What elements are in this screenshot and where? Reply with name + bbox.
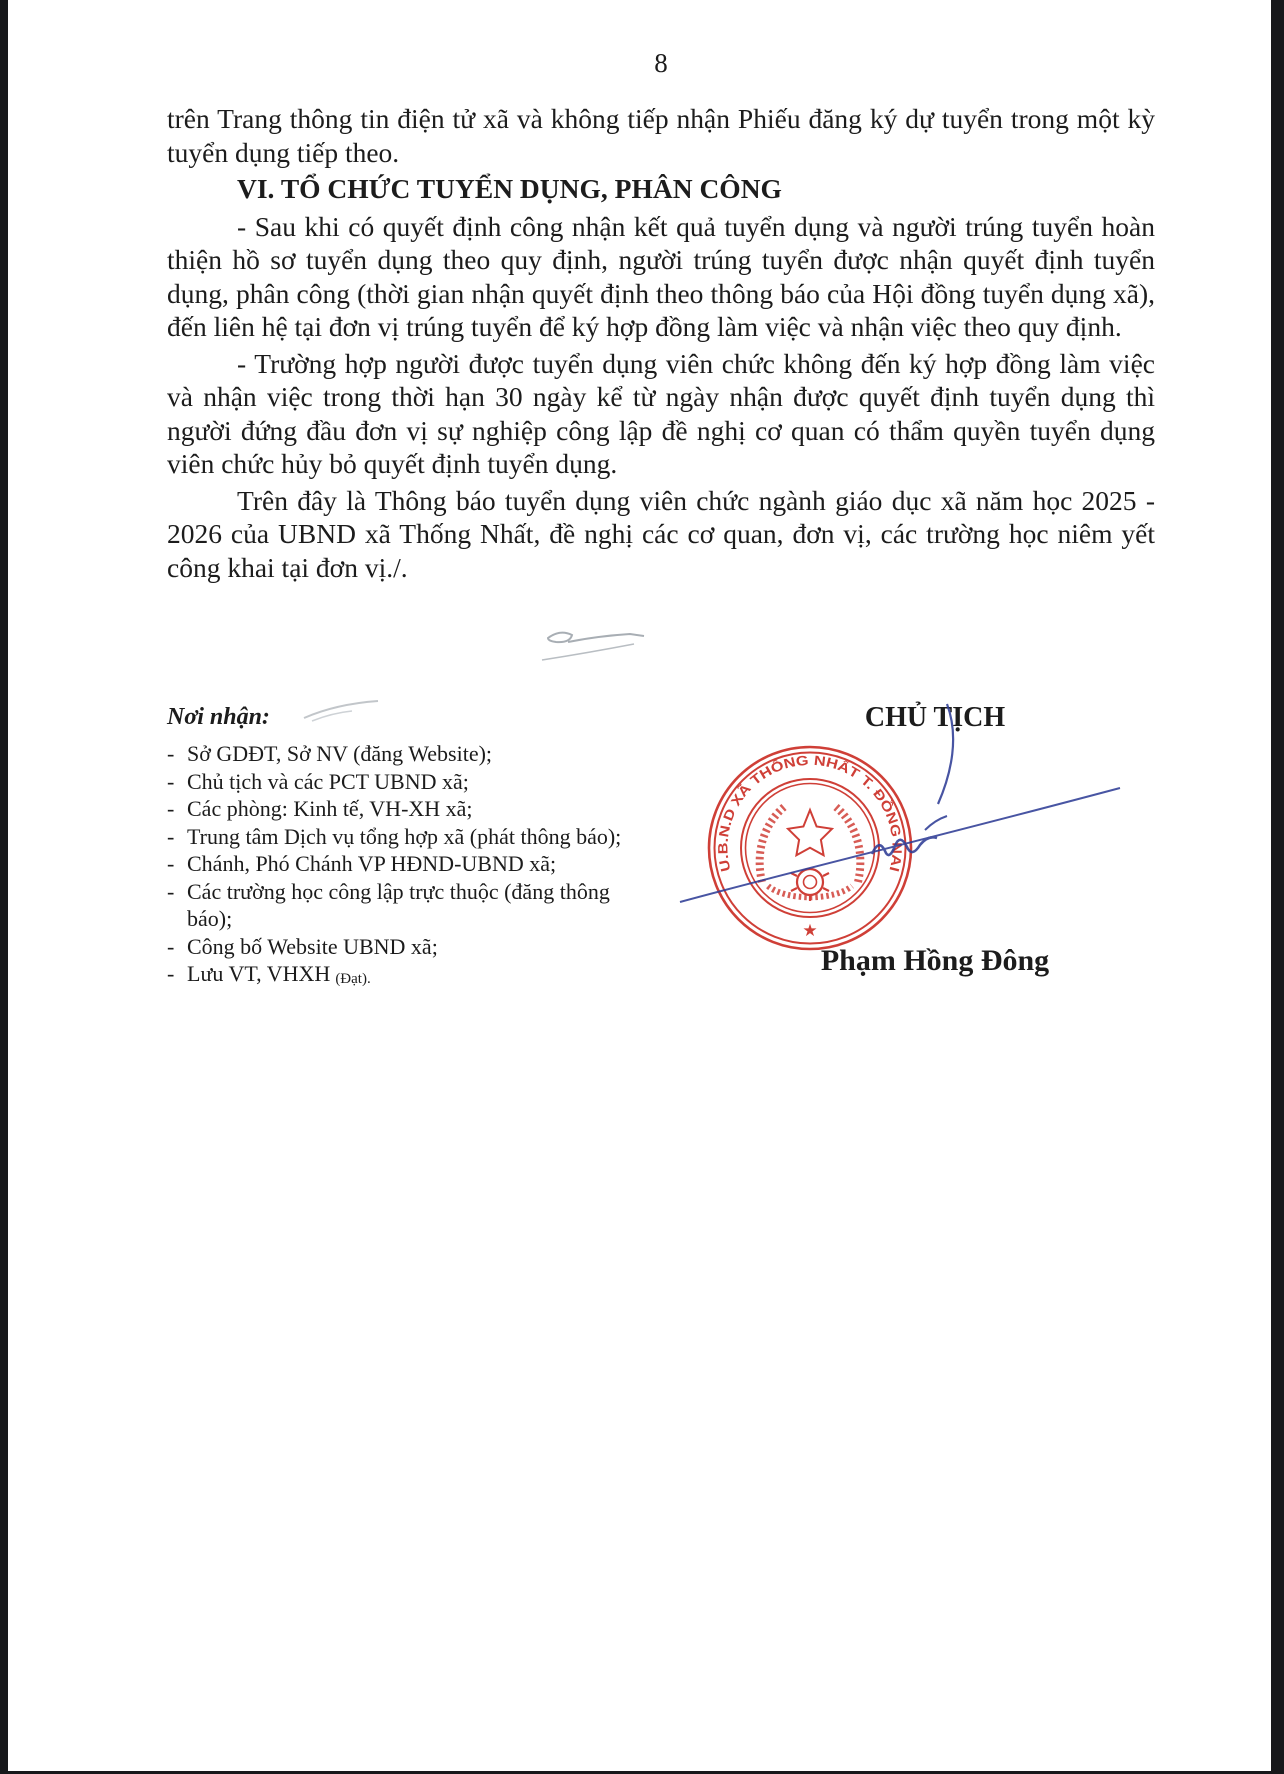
bullet-dash: -: [167, 851, 175, 876]
recipient-text: Lưu VT, VHXH: [187, 961, 331, 986]
bullet-dash: -: [167, 796, 175, 821]
recipient-item: [167, 740, 637, 768]
recipient-text: Các phòng: Kinh tế, VH-XH xã;: [187, 796, 473, 821]
recipient-item: [167, 823, 637, 851]
seal-star-glyph: ★: [802, 921, 818, 940]
paragraph: - Trường hợp người được tuyển dụng viên chức không đến ký hợp đồng làm việc và nhận việc trong thời hạn 30 ngày kể từ ngày nhận được quyết định tuyển dụng thì người đứng đầu đơn vị sự nghiệp công lập đề nghị cơ quan có thẩm quyền tuyển dụng viên chức hủy bỏ quyết định tuyển dụng.: [167, 347, 1155, 479]
pen-scribble-mark: [298, 696, 388, 726]
recipient-text: Chánh, Phó Chánh VP HĐND-UBND xã;: [187, 851, 557, 876]
page-number: 8: [654, 48, 668, 78]
recipient-item: [167, 768, 637, 796]
signer-title: CHỦ TỊCH: [864, 702, 1006, 733]
paragraph: Trên đây là Thông báo tuyển dụng viên chức ngành giáo dục xã năm học 2025 - 2026 của UBND xã Thống Nhất, đề nghị các cơ quan, đơn vị, các trường học niêm yết công khai tại đơn vị./.: [167, 484, 1155, 583]
document-body: [167, 102, 1155, 587]
recipient-item: [167, 878, 637, 933]
bullet-dash: -: [167, 823, 175, 849]
recipient-text: Các trường học công lập trực thuộc (đăng thông báo);: [187, 878, 610, 931]
recipient-note: (Đạt).: [335, 971, 371, 987]
bullet-dash: -: [167, 933, 175, 959]
bullet-dash: -: [167, 741, 175, 766]
recipients-label: Nơi nhận:: [167, 704, 270, 730]
paragraph: - Sau khi có quyết định công nhận kết quả tuyển dụng và người trúng tuyển hoàn thiện hồ sơ tuyển dụng theo quy định, người trúng tuyển được nhận quyết định tuyển dụng, phân công (thời gian nhận quyết định theo thông báo của Hội đồng tuyển dụng xã), đến liên hệ tại đơn vị trúng tuyển để ký hợp đồng làm việc và nhận việc theo quy định.: [167, 210, 1155, 342]
seal-arc-text: U.B.N.D XÃ THỐNG NHẤT T. ĐỒNG NAI: [715, 752, 905, 874]
recipient-text: Trung tâm Dịch vụ tổng hợp xã (phát thông báo);: [187, 823, 622, 849]
paragraph-continuation: trên Trang thông tin điện tử xã và không tiếp nhận Phiếu đăng ký dự tuyển trong một kỳ tuyển dụng tiếp theo.: [167, 103, 1155, 168]
section-heading: VI. TỔ CHỨC TUYỂN DỤNG, PHÂN CÔNG: [237, 173, 782, 204]
signer-name: Phạm Hồng Đông: [820, 944, 1050, 977]
recipient-text: Chủ tịch và các PCT UBND xã;: [187, 768, 469, 794]
recipients-block: [167, 702, 637, 992]
recipient-item: [167, 795, 637, 823]
scan-border-left: [0, 0, 8, 1774]
scan-border-right: [1271, 0, 1284, 1774]
signature-ink: [620, 640, 1140, 920]
bullet-dash: -: [167, 768, 175, 794]
bullet-dash: -: [167, 961, 175, 986]
recipient-item: [167, 850, 637, 878]
recipient-item: [167, 933, 637, 961]
bullet-dash: -: [167, 878, 175, 904]
recipient-item-archive: [167, 960, 637, 992]
recipient-text: Công bố Website UBND xã;: [187, 933, 438, 959]
recipient-text: Sở GDĐT, Sở NV (đăng Website);: [187, 741, 493, 766]
